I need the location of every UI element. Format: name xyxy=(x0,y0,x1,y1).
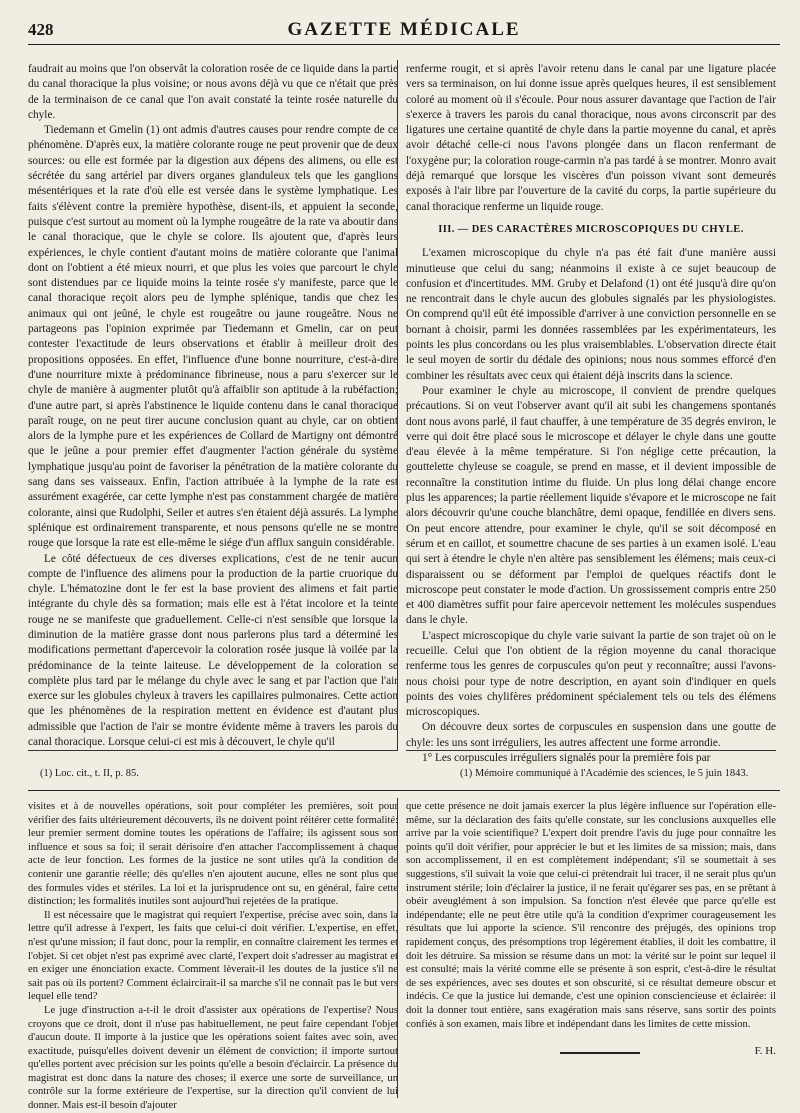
footnote-right: (1) Mémoire communiqué à l'Académie des sciences, le 5 juin 1843. xyxy=(460,768,749,779)
paragraph: Le côté défectueux de ces diverses explications, c'est de ne tenir aucun compte de l'influence des alimens pour la production de la partie cruorique du chyle. L'hématozine dont le fer est la base provient des alimens et fait partie intégrante du chyle dès sa formation; mais elle est à l'état incolore et la teinte rouge ne se manifeste que graduellement. Celle-ci n'est sensible que lorsque la diminution de la matière grasse dont nous parlerons plus tard a déterminé les modifications permettant d'apercevoir la coloration rosée jusque là voilée par la prédominance de la teinte laiteuse. Le développement de la coloration se complète plus tard par le mélange du chyle avec le sang et par l'action que l'air exerce sur les globules chyleux à travers les capillaires pulmonaires. Cette action que les phénomènes de la respiration mettent en évidence est d'autant plus admissible que l'action de l'air se montre évidente même à travers les parois du canal thoracique. Lorsque celui-ci est mis à découvert, le chyle qu'il xyxy=(28,552,398,749)
paragraph: Pour examiner le chyle au microscope, il convient de prendre quelques précautions. Si on veut l'observer avant qu'il ait subi les changemens spontanés dont nous avons parlé, il faut chauffer, à une température de 35 degrés environ, le verre qui doit être placé sous le microscope et délayer le chyle dans une goutte d'eau élevée à la même température. Si l'on néglige cette précaution, la gouttelette chyleuse se coagule, se prend en masse, et il devient impossible de reconnaître la constitution intime du fluide. Un plus long délai change encore plus les apparences; la partie réellement liquide s'évapore et le microscope ne fait alors découvrir qu'une couche blanchâtre, demi opaque, fendillée en divers sens. On peut encore attendre, pour examiner le chyle, qu'il se soit décomposé en sérum et en caillot, et soumettre chacune de ses parties à un examen isolé. L'eau qui sert à étendre le chyle n'en altère pas sensiblement les élémens; mais ceux-ci disparaissent ou se déforment par l'emploi de quelques réactifs dont le microscope peut constater le mode d'action. Un grossissement compris entre 250 et 400 diamètres suffit pour faire apercevoir nettement les molécules suspendues dans le chyle. xyxy=(406,384,776,627)
signature: F. H. xyxy=(754,1045,776,1058)
section-rule xyxy=(28,790,780,791)
column-divider xyxy=(397,798,398,1098)
page-header xyxy=(28,16,780,42)
column-divider xyxy=(397,60,398,750)
top-left-column xyxy=(28,62,398,750)
paragraph: L'examen microscopique du chyle n'a pas été fait d'une manière aussi minutieuse que celui du sang; néanmoins il existe à ce sujet beaucoup de confusion et d'incertitudes. MM. Gruby et Delafond (1) ont été jusqu'à dire qu'on ne rencontrait dans le chyle aucun des globules signalés par les physiologistes. On comprend qu'il eût été impossible d'arriver à une conviction personnelle en se bornant à choisir, parmi les données rassemblées par les expérimentateurs, les points les plus concordans ou les plus vraisemblables. L'observation directe était le seul moyen de sortir du dédale des opinions; nous nous sommes efforcé d'en combiner les résultats avec ceux qui étaient déjà inscrits dans la science. xyxy=(406,247,776,382)
footnote-rule xyxy=(28,750,398,751)
footnote-left: (1) Loc. cit., t. II, p. 85. xyxy=(40,768,139,779)
journal-title: GAZETTE MÉDICALE xyxy=(287,19,521,40)
paragraph: Tiedemann et Gmelin (1) ont admis d'autres causes pour rendre compte de ce phénomène. D'après eux, la matière colorante rouge ne peut provenir que de deux sources: ou elle est formée par la digestion aux dépens des alimens, ou elle est sécrétée du sang artériel par divers organes glanduleux tels que les ganglions mésentériques et la rate d'où elle est versée dans le système lymphatique. Les faits s'élèvent contre la première hypothèse, disent-ils, et appuient la seconde, puisque c'est surtout au moment où la lymphe rougeâtre de la rate va aboutir dans le canal thoracique, que le chyle se colore. Ils ajoutent que, d'après leurs expériences, le chyle contient d'autant moins de matière colorante que l'animal dont on l'obtient a été mieux nourri, et que plus les voies que parcourt le chyle sont distendues par ce liquide moins la teinte rosée s'y manifeste, parce que le canal thoracique reçoit alors peu de lymphe splénique, tandis que chez les animaux qui ont jeûné, le chyle est rougeâtre ou jaune rougeâtre. Nous ne partageons pas l'opinion exprimée par Tiedemann et Gmelin, car on peut contester l'exactitude de leurs observations et établir à meilleur droit des propositions opposées. En effet, l'influence d'une bonne nourriture, c'est-à-dire d'une nourriture mixte à prédominance fibrineuse, nous a paru s'exercer sur le chyle de manière à augmenter plutôt qu'à affaiblir son aptitude à la rubéfaction; d'une autre part, si après l'abstinence le liquide contenu dans le canal thoracique paraît rouge, on ne peut tirer aucune conclusion quant au chyle, car on obtient alors de la lymphe pure et les expériences de Collard de Martigny ont démontré que le jeûne a pour premier effet d'augmenter l'action générale du système lymphatique jusqu'au point de favoriser la pénétration de la matière colorante du sang dans ses vaisseaux. Enfin, l'action attribuée à la lymphe de la rate est assurément exagérée, car cette lymphe n'est pas constamment chargée de matière colorante, ainsi que Rudolphi, Seiler et autres s'en étaient déjà assurés. La lymphe splénique est ordinairement transparente, et nous pensons qu'elle ne se montre rouge que lorsque la rate est elle-même le siége d'un afflux sanguin considérable. xyxy=(28,124,399,550)
top-right-column xyxy=(406,62,776,766)
bottom-left-column xyxy=(28,800,398,1113)
header-rule xyxy=(28,44,780,45)
section-heading: III. — DES CARACTÈRES MICROSCOPIQUES DU CHYLE. xyxy=(438,223,744,235)
paragraph: faudrait au moins que l'on observât la coloration rosée de ce liquide dans la partie du canal thoracique la plus voisine; or nous avons déjà vu que ce n'était que près de la terminaison de ce canal que l'on avait constaté la teinte rosée naturelle du chyle. xyxy=(28,63,398,121)
paragraph: renferme rougit, et si après l'avoir retenu dans le canal par une ligature placée vers sa terminaison, on lui donne issue après quelques heures, il est sensiblement coloré au moment où il s'écoule. Pour nous assurer davantage que l'action de l'air s'exerce à travers les parois du canal thoracique, nous avons circonscrit par des ligatures une certaine quantité de chyle dans la partie moyenne du canal, et après avoir détaché celle-ci nous l'avons plongée dans un flacon renfermant de l'oxygène pur; la coloration rouge-carmin n'a pas tardé à se montrer. Monro avait déjà remarqué que lorsque les viscères d'un poisson vivant sont demeurés exposés à l'air libre par l'ouverture de la cavité du corps, la partie supérieure du canal thoracique renferme un liquide rouge. xyxy=(406,63,776,213)
paragraph: Il est nécessaire que le magistrat qui requiert l'expertise, précise avec soin, dans la lettre qu'il adresse à l'expert, les faits que celui-ci doit vérifier. L'expertise, en effet, n'est qu'une mission; il faut donc, pour la remplir, en connaître clairement les termes et l'objet. Si cet objet n'est pas exprimé avec clarté, l'expert doit s'adresser au magistrat et en exiger une énonciation exacte. Comment lèverait-il les doutes de la justice s'il ne sait pas où ils portent? Comment éclaircirait-il sa marche s'il ne connaît pas le but vers lequel elle tend? xyxy=(28,909,398,1003)
paragraph: On découvre deux sortes de corpuscules en suspension dans une goutte de chyle: les uns sont irréguliers, les autres affectent une forme arrondie. xyxy=(406,721,776,749)
paragraph: que cette présence ne doit jamais exercer la plus légère influence sur l'opération elle-même, sur la déclaration des faits qu'elle constate, sur les conclusions auxquelles elle arrive par la voie scientifique? L'expert doit prendre l'avis du juge pour connaître les points qu'il doit vérifier, pour apprécier le but et les limites de sa mission; mais, dans son accomplissement, il en est complètement indépendant; s'il se soumettait à ses suggestions, s'il suivait la voie que celui-ci prétendrait lui tracer, il ne serait plus qu'un instrument stérile; loin d'éclairer la justice, il ne ferait qu'égarer ses pas, en se prêtant à obéir aveuglément à son impulsion. Sa fonction n'est élevée que parce qu'elle est indépendante; elle ne peut être utile qu'à la condition d'exprimer courageusement les résultats que lui apporte la science. S'il rencontre des préjugés, des opinions trop rapidement conçus, des présomptions trop légèrement établies, il doit les combattre, il doit les détruire. Sa mission se résume dans un mot: la vérité sur le point sur lequel il est consulté; mais la vérité comme elle se présente à son esprit, c'est-à-dire le résultat de ses expériences, avec ses doutes et son obscurité, si ce résultat demeure obscur et indécis. Ce que la justice lui demande, c'est une opinion consciencieuse et éclairée: il doit la donner tout entière, sans exagération mais sans réserve, sans sortir des points confiés à son examen, mais libre et indépendant dans les limites de cette mission. xyxy=(406,801,776,1030)
bottom-right-column xyxy=(406,800,776,1059)
paragraph: L'aspect microscopique du chyle varie suivant la partie de son trajet où on le recueille. Celui que l'on obtient de la région moyenne du canal thoracique renferme tous les genres de corpuscules qu'on peut y reconnaître; aussi l'avons-nous choisi pour type de notre description, en ayant soin d'indiquer en quels points des voies chylifères prédominent spécialement tels ou tels des élémens microscopiques. xyxy=(406,629,776,719)
paragraph: visites et à de nouvelles opérations, soit pour compléter les premières, soit pour vérifier des faits ultérieurement découverts, ils ne doivent point réitérer cette formalité: leur premier serment domine toutes les opérations de l'affaire; ils agissent sous son influence et sous sa foi; il serait dérisoire d'en attacher l'accomplissement à chaque acte de leur fonction. Les formes de la justice ne sont utiles qu'à la condition de contenir une garantie réelle; dès qu'elles n'en ajoutent aucune, elles ne sont plus que des formules vides et stériles. La loi et la jurisprudence ont su, en général, faire cette distinction; les formalités inutiles sont aujourd'hui rejetées de la pratique. xyxy=(28,801,398,908)
paragraph: 1° Les corpuscules irréguliers signalés pour la première fois par xyxy=(422,752,711,765)
footnote-rule xyxy=(406,750,776,751)
page-number: 428 xyxy=(28,20,54,39)
closing-rule xyxy=(560,1052,640,1054)
paragraph: Le juge d'instruction a-t-il le droit d'assister aux opérations de l'expertise? Nous croyons que ce droit, dont il n'use pas habituellement, ne peut faire cependant l'objet d'aucun doute. Il importe à la justice que les opérations soient faites avec soin, avec exactitude, puisqu'elles doivent devenir un élément de conviction; il importe surtout qu'elles portent avec précision sur les points qu'elle a besoin d'éclaircir. La présence du magistrat est donc dans la nature des choses; il exerce une sorte de surveillance, un contrôle sur la forme extérieure de l'expertise, sur la direction qu'il convient de lui donner. Mais est-il besoin d'ajouter xyxy=(28,1004,398,1112)
